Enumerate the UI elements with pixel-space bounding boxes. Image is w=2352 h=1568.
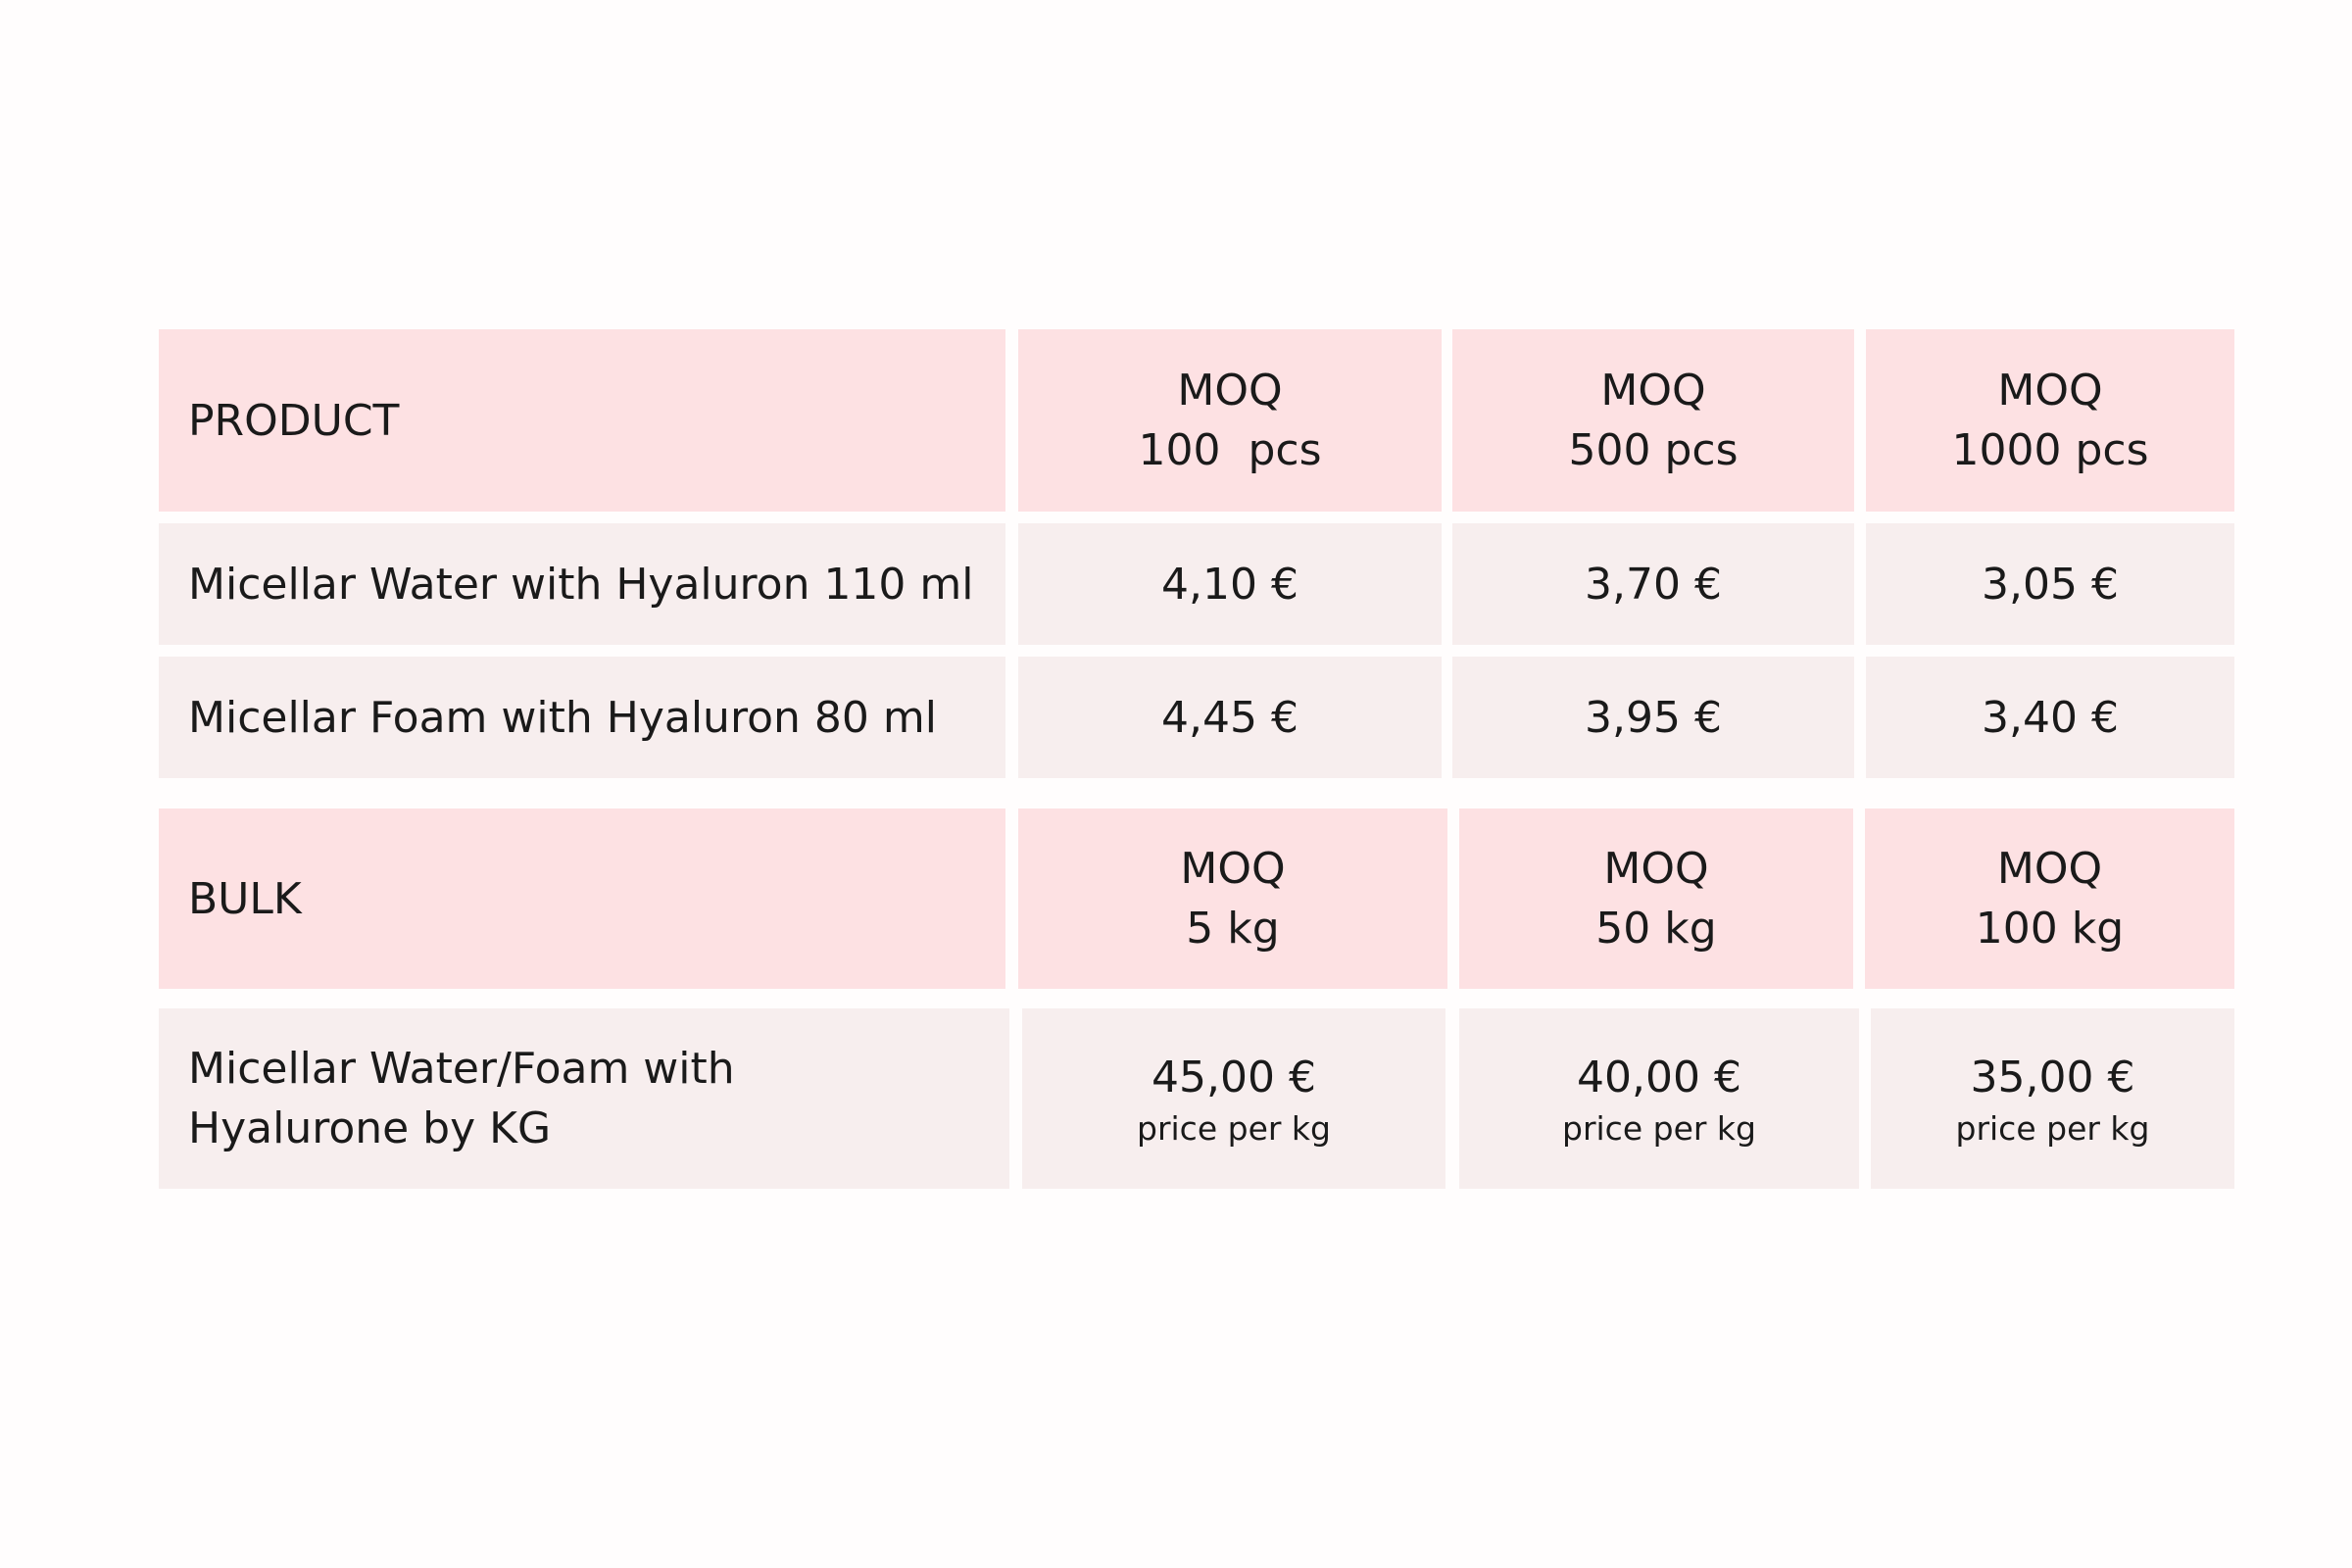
header-product <box>159 329 1005 512</box>
moq-label: MOQ <box>1997 366 2103 416</box>
header-moq-500 <box>1452 329 1854 512</box>
row-product-name <box>159 523 1005 645</box>
moq-quantity: 500 pcs <box>1568 425 1739 475</box>
header-moq-100 <box>1018 329 1442 512</box>
moq-label: MOQ <box>1996 844 2103 894</box>
price-value: 3,70 € <box>1585 559 1722 610</box>
moq-quantity: 100 pcs <box>1138 425 1322 475</box>
price-value: 4,45 € <box>1161 692 1298 743</box>
bulk-price-cell <box>1022 1008 1446 1189</box>
product-name-line-1: Micellar Water/Foam with <box>188 1044 735 1094</box>
price-value: 3,40 € <box>1982 692 2119 743</box>
moq-label: MOQ <box>1603 844 1709 894</box>
moq-label: MOQ <box>1177 366 1283 416</box>
price-value: 45,00 € <box>1152 1052 1316 1102</box>
row-product-name <box>159 657 1005 778</box>
price-value: 3,95 € <box>1585 692 1722 743</box>
price-value: 35,00 € <box>1970 1052 2135 1102</box>
header-moq-50kg <box>1459 808 1853 989</box>
header-moq-5kg <box>1018 808 1447 989</box>
price-cell <box>1866 657 2234 778</box>
price-unit-note: price per kg <box>1562 1108 1756 1148</box>
price-cell <box>1018 523 1442 645</box>
header-product-label: PRODUCT <box>188 395 400 446</box>
product-name: Micellar Foam with Hyaluron 80 ml <box>188 692 937 743</box>
price-cell <box>1866 523 2234 645</box>
product-name-line-2: Hyalurone by KG <box>188 1103 552 1153</box>
price-unit-note: price per kg <box>1137 1108 1331 1148</box>
price-cell <box>1452 523 1854 645</box>
product-name: Micellar Water with Hyaluron 110 ml <box>188 559 974 610</box>
row-bulk-product-name <box>159 1008 1009 1189</box>
header-moq-1000 <box>1866 329 2234 512</box>
price-value: 40,00 € <box>1577 1052 1741 1102</box>
price-cell <box>1452 657 1854 778</box>
price-unit-note: price per kg <box>1955 1108 2150 1148</box>
header-bulk-label: BULK <box>188 873 302 924</box>
moq-quantity: 5 kg <box>1186 904 1280 954</box>
price-value: 4,10 € <box>1161 559 1298 610</box>
bulk-price-cell <box>1459 1008 1859 1189</box>
header-moq-100kg <box>1865 808 2234 989</box>
price-value: 3,05 € <box>1982 559 2119 610</box>
moq-quantity: 100 kg <box>1975 904 2125 954</box>
moq-label: MOQ <box>1600 366 1706 416</box>
price-cell <box>1018 657 1442 778</box>
moq-quantity: 1000 pcs <box>1951 425 2149 475</box>
bulk-price-cell <box>1871 1008 2234 1189</box>
moq-label: MOQ <box>1180 844 1286 894</box>
moq-quantity: 50 kg <box>1595 904 1717 954</box>
header-bulk <box>159 808 1005 989</box>
